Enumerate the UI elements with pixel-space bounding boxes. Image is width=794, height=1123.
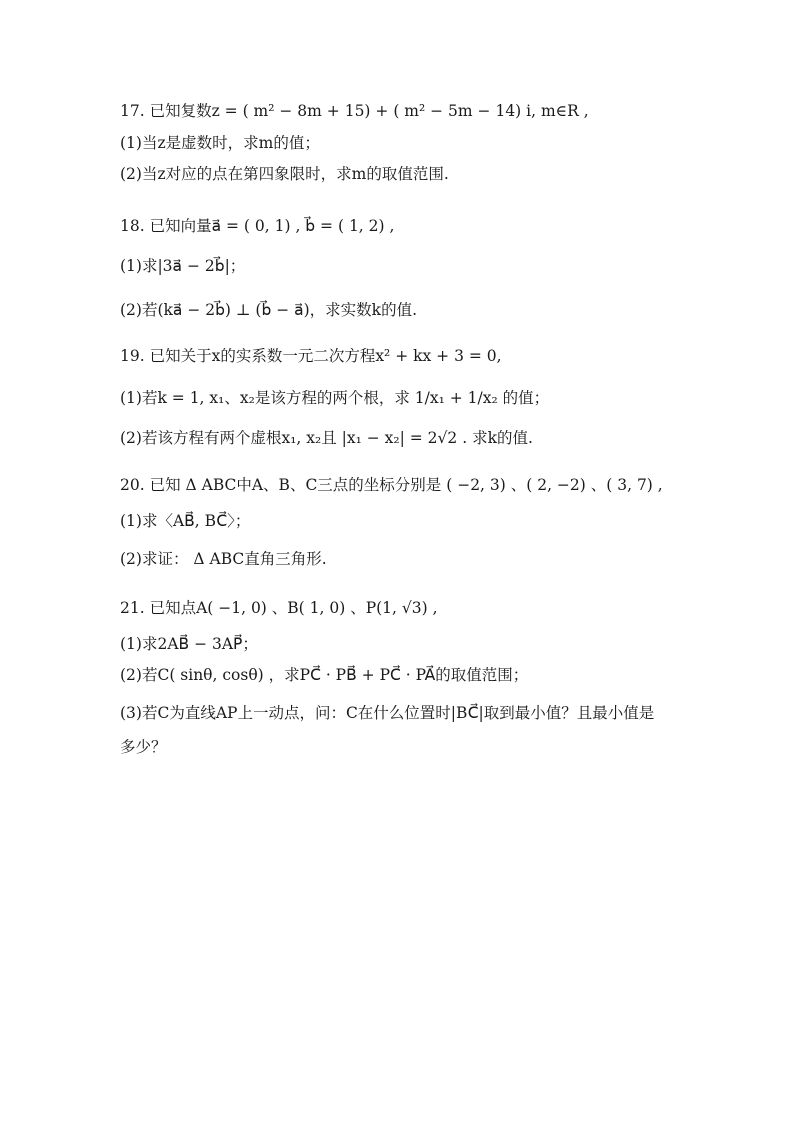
- problem-21-statement: 21. 已知点A( −1, 0) 、B( 1, 0) 、P(1, √3) ,: [120, 599, 438, 617]
- problem-18-part-1: (1)求|3a⃗ − 2b⃗|；: [120, 257, 246, 275]
- problem-20-part-1: (1)求〈AB⃗, BC⃗〉；: [120, 512, 251, 530]
- problem-21-part-3-continued: 多少？: [120, 738, 167, 756]
- problem-21-part-2: (2)若C( sinθ, cosθ) ，求PC⃗ · PB⃗ + PC⃗ · PA⃗的取值范围；: [120, 666, 529, 684]
- problem-18-statement: 18. 已知向量a⃗ = ( 0, 1) , b⃗ = ( 1, 2) ,: [120, 217, 395, 235]
- problem-21-part-1: (1)求2AB⃗ − 3AP⃗；: [120, 635, 258, 653]
- problem-20-statement: 20. 已知 Δ ABC中A、B、C三点的坐标分别是 ( −2, 3) 、( 2, −2) 、( 3, 7) ,: [120, 476, 663, 494]
- problem-18-part-2: (2)若(ka⃗ − 2b⃗) ⊥ (b⃗ − a⃗)，求实数k的值.: [120, 301, 418, 319]
- problem-19-part-2: (2)若该方程有两个虚根x₁, x₂且 |x₁ − x₂| = 2√2 . 求k的值.: [120, 429, 533, 447]
- problem-17-statement: 17. 已知复数z = ( m² − 8m + 15) + ( m² − 5m − 14) i, m∈R ,: [120, 102, 589, 120]
- problem-20-part-2: (2)求证： Δ ABC直角三角形.: [120, 550, 327, 568]
- problem-21-part-3: (3)若C为直线AP上一动点，问：C在什么位置时|BC⃗|取到最小值？且最小值是: [120, 704, 655, 722]
- problem-17-part-1: (1)当z是虚数时，求m的值；: [120, 134, 320, 152]
- problem-17-part-2: (2)当z对应的点在第四象限时，求m的取值范围.: [120, 165, 449, 183]
- problem-19-part-1: (1)若k = 1, x₁、x₂是该方程的两个根，求 1/x₁ + 1/x₂ 的值；: [120, 389, 550, 407]
- problem-19-statement: 19. 已知关于x的实系数一元二次方程x² + kx + 3 = 0,: [120, 347, 502, 365]
